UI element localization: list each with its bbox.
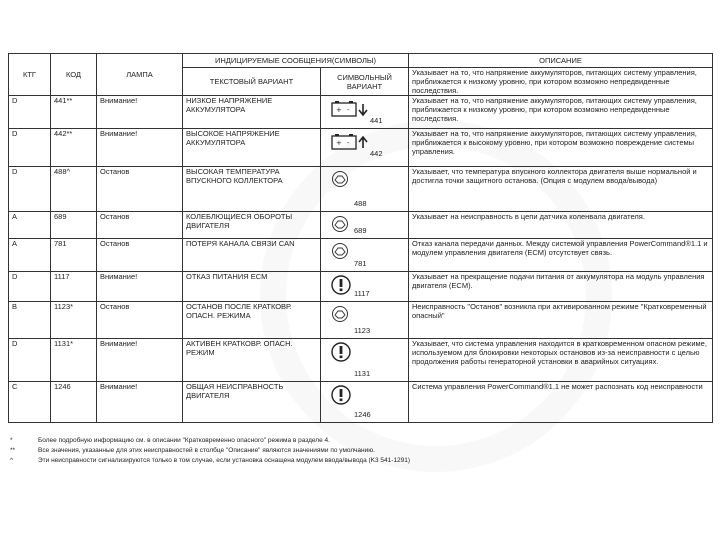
ktg-cell: D [9,167,51,212]
description-cell: Указывает на неисправность в цепи датчика коленвала двигателя. [409,212,713,239]
header-description: ОПИСАНИЕ [409,54,713,68]
symbol-code: 1117 [354,289,370,298]
lamp-cell: Останов [97,239,183,272]
lamp-cell: Останов [97,302,183,339]
warning-icon [330,341,352,365]
code-cell: 689 [51,212,97,239]
svg-text:+: + [336,139,342,147]
symbol-code: 1246 [354,410,371,419]
engine-icon [330,241,350,263]
table-row [9,129,713,167]
message-cell: АКТИВЕН КРАТКОВР. ОПАСН. РЕЖИМ [183,339,321,382]
warning-icon [330,384,352,408]
header-lamp: ЛАМПА [97,54,183,96]
table-row [9,272,713,302]
lamp-cell: Внимание! [97,272,183,302]
message-cell: ОТКАЗ ПИТАНИЯ ECM [183,272,321,302]
table-row [9,212,713,239]
footnote [8,456,712,466]
message-cell: КОЛЕБЛЮЩИЕСЯ ОБОРОТЫ ДВИГАТЕЛЯ [183,212,321,239]
header-description-text: Указывает на то, что напряжение аккумуляторов, питающих систему управления, приближается к низкому уровню, при котором возможно непредвиденные последствия. [409,68,713,96]
table-row [9,339,713,382]
symbol-cell [321,239,409,272]
symbol-cell [321,302,409,339]
footnote-mark: ^ [10,457,14,464]
symbol-cell [321,272,409,302]
symbol-cell [321,339,409,382]
header-ktg: КТГ [9,54,51,96]
svg-text:-: - [347,106,350,114]
engine-icon [330,214,350,236]
code-cell: 442** [51,129,97,167]
code-cell: 488^ [51,167,97,212]
description-cell: Указывает на то, что напряжение аккумуляторов, питающих систему управления, приближается к низкому уровню, при котором возможно непредвиденные последствия. [409,96,713,129]
footnote-text: Эти неисправности сигнализируются только в том случае, если установка оснащена модулем ввода/вывода (K3 541-1291) [38,457,411,464]
footnote-text: Более подробную информацию см. в описании "Кратковременно опасного" режима в разделе 4. [38,437,330,444]
lamp-cell: Внимание! [97,129,183,167]
footnotes [8,436,712,466]
header-symbol-variant: СИМВОЛЬНЫЙ ВАРИАНТ [321,68,409,96]
ktg-cell: A [9,239,51,272]
table-row [9,302,713,339]
symbol-cell [321,382,409,423]
table-row [9,167,713,212]
engine-icon [330,304,350,326]
message-cell: НИЗКОЕ НАПРЯЖЕНИЕ АККУМУЛЯТОРА [183,96,321,129]
table-row [9,382,713,423]
table-row [9,96,713,129]
battery-high-icon [330,131,374,155]
lamp-cell: Останов [97,167,183,212]
code-cell: 1246 [51,382,97,423]
ktg-cell: B [9,302,51,339]
description-cell: Указывает на прекращение подачи питания от аккумулятора на модуль управления двигателя (ECM). [409,272,713,302]
symbol-cell [321,212,409,239]
lamp-cell: Внимание! [97,382,183,423]
battery-low-icon [330,98,374,122]
header-messages: ИНДИЦИРУЕМЫЕ СООБЩЕНИЯ(СИМВОЛЫ) [183,54,409,68]
footnote-mark: * [10,437,13,444]
ktg-cell: D [9,339,51,382]
lamp-cell: Внимание! [97,96,183,129]
code-cell: 1123* [51,302,97,339]
warning-icon [330,274,352,298]
message-cell: ПОТЕРЯ КАНАЛА СВЯЗИ CAN [183,239,321,272]
lamp-cell: Внимание! [97,339,183,382]
symbol-cell [321,167,409,212]
code-cell: 441** [51,96,97,129]
symbol-code: 1131 [354,369,371,378]
ktg-cell: D [9,129,51,167]
code-cell: 781 [51,239,97,272]
symbol-cell [321,96,409,129]
description-cell: Система управления PowerCommand®1.1 не может распознать код неисправности [409,382,713,423]
table-row [9,239,713,272]
code-cell: 1131* [51,339,97,382]
header-text-variant: ТЕКСТОВЫЙ ВАРИАНТ [183,68,321,96]
svg-text:-: - [347,139,350,147]
description-cell: Указывает, что температура впускного коллектора двигателя выше нормальной и достигла точки защитного останова. (Опция с модулем ввода/вывода) [409,167,713,212]
ktg-cell: D [9,96,51,129]
footnote [8,436,712,446]
footnote [8,446,712,456]
description-cell: Отказ канала передачи данных. Между системой управления PowerCommand®1.1 и модулем управления двигателя (ECM) отсутствует связь. [409,239,713,272]
message-cell: ВЫСОКОЕ НАПРЯЖЕНИЕ АККУМУЛЯТОРА [183,129,321,167]
description-cell: Неисправность "Останов" возникла при активированном режиме "Кратковременный опасный" [409,302,713,339]
engine-icon [330,169,350,191]
svg-text:+: + [336,106,342,114]
ktg-cell: C [9,382,51,423]
code-cell: 1117 [51,272,97,302]
footnote-mark: ** [10,447,16,454]
lamp-cell: Останов [97,212,183,239]
footnote-text: Все значения, указанные для этих неисправностей в столбце "Описание" являются значениями по умолчанию. [38,447,375,454]
header-code: КОД [51,54,97,96]
symbol-code: 442 [370,149,383,158]
description-cell: Указывает на то, что напряжение аккумуляторов, питающих систему управления, приближается к высокому уровню, при котором возможно повреждение системы управления. [409,129,713,167]
message-cell: ОБЩАЯ НЕИСПРАВНОСТЬ ДВИГАТЕЛЯ [183,382,321,423]
fault-code-table [8,53,713,423]
message-cell: ОСТАНОВ ПОСЛЕ КРАТКОВР. ОПАСН. РЕЖИМА [183,302,321,339]
symbol-code: 781 [354,259,367,268]
description-cell: Указывает, что система управления находится в кратковременном опасном режиме, используемом для блокировки некоторых остановов из-за неисправности с целью продолжения работы генераторной установки в аварийных ситуациях. [409,339,713,382]
symbol-cell [321,129,409,167]
symbol-code: 441 [370,116,383,125]
message-cell: ВЫСОКАЯ ТЕМПЕРАТУРА ВПУСКНОГО КОЛЛЕКТОРА [183,167,321,212]
symbol-code: 488 [354,199,367,208]
symbol-code: 1123 [354,326,371,335]
symbol-code: 689 [354,226,367,235]
ktg-cell: A [9,212,51,239]
ktg-cell: D [9,272,51,302]
